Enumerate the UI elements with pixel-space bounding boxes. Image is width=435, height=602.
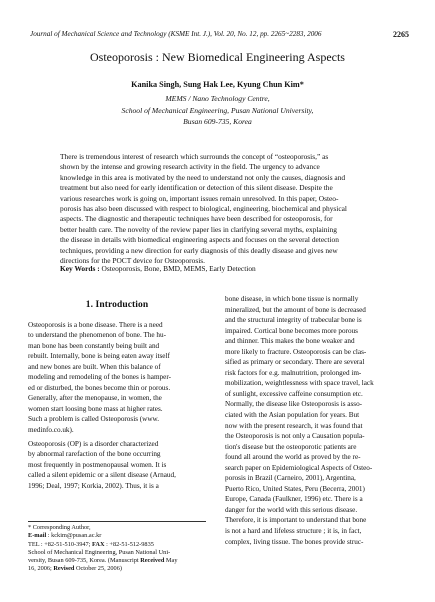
keywords-text: Osteoporosis, Bone, BMD, MEMS, Early Detection <box>99 264 256 273</box>
corresponding-author-footnote <box>28 524 208 574</box>
body-line: and the structural integrity of trabecular bone is <box>225 316 362 325</box>
body-line: Such a problem is called Osteoporosis (www. <box>28 415 160 424</box>
body-line: bone disease, in which bone tissue is normally <box>225 295 359 303</box>
abstract-line: There is tremendous interest of research which surrounds the concept of “osteoporosis,” as <box>60 152 329 161</box>
footnote-line: * Corresponding Author, <box>28 524 91 531</box>
abstract-line: directions for the POCT device for Osteoporosis. <box>60 256 205 266</box>
fax-text: : +82-51-512-9835 <box>104 540 154 548</box>
body-line: women start loosing bone mass at higher rates. <box>28 404 163 413</box>
revised-label: Revised <box>53 565 75 573</box>
received-date-cont: 16, 2006; <box>28 565 54 573</box>
affiliation-line: School of Mechanical Engineering, Pusan National University, <box>121 105 314 115</box>
received-date: May <box>164 557 178 565</box>
body-line: Puerto Rico, United States, Peru (Becerra, 2001) <box>225 484 365 493</box>
keywords-label: Key Words : <box>60 264 100 273</box>
abstract-line: better health care. The novelty of the review paper lies in clarifying several myths, explaining <box>60 224 337 234</box>
footnote-phone <box>28 541 208 549</box>
revised-date: October 25, 2006) <box>74 565 122 573</box>
body-line: mineralized, but the amount of bone is decreased <box>225 305 366 314</box>
abstract-line: techniques, providing a new direction for early diagnosis of this deadly disease and gives new <box>60 245 338 255</box>
body-line: medinfo.co.uk). <box>28 426 74 435</box>
body-line: now with the present research, it was found that <box>225 421 363 430</box>
body-line: porosis in Brazil (Carneiro, 2001), Argentina, <box>225 474 356 483</box>
footnote-divider <box>28 521 206 522</box>
tel-text: TEL : +82-51-510-3947; <box>28 540 93 548</box>
body-line: danger for the world with this serious disease. <box>225 505 358 514</box>
page-number: 2265 <box>393 30 409 39</box>
body-line: Therefore, it is important to understand that bone <box>225 516 367 525</box>
affiliation-line: MEMS / Nano Technology Centre, <box>165 94 270 103</box>
abstract-line: shown by the intense and growing research activity in the field. The urgency to advance <box>60 162 320 172</box>
received-label: Received <box>140 557 165 565</box>
abstract-line: treatment but also need for early identification or detection of this silent disease. Despite the <box>60 183 333 193</box>
running-head <box>30 30 409 38</box>
author-list: Kanika Singh, Sung Hak Lee, Kyung Chun Kim* <box>131 80 304 89</box>
body-line: is not a hard and lifeless structure ; it is, in fact, <box>225 527 362 536</box>
body-line: 1996; Deal, 1997; Korkia, 2002). Thus, it is a <box>28 481 159 490</box>
abstract-line: the disease in details with biomedical engineering aspects and focuses on the several detection <box>60 235 339 245</box>
body-line: Generally, after the menopause, in women, the <box>28 394 162 403</box>
body-line: the Osteoporosis is not only a Causation popula- <box>225 432 365 441</box>
footnote-email <box>28 532 208 540</box>
body-line: most frequently in postmenopausal women. It is <box>28 460 167 469</box>
right-column <box>225 294 403 547</box>
body-line: called a silent epidemic or a silent disease (Arnaud, <box>28 471 176 480</box>
footnote-line <box>28 565 208 573</box>
body-line: tion's disease but the osteoporotic patients are <box>225 442 357 451</box>
body-line: impaired. Cortical bone becomes more porous <box>225 326 358 335</box>
email-label: E-mail <box>28 532 47 540</box>
body-line: search paper on Epidemiological Aspects of Osteo- <box>225 463 373 472</box>
body-line: Europe, Canada (Faulkner, 1996) etc. There is a <box>225 495 363 504</box>
fax-label: FAX <box>92 540 105 548</box>
abstract-line: various researches work is going on, important issues remain unresolved. In this paper, Osteo- <box>60 193 339 203</box>
body-line: complex, living tissue. The bones provide struc- <box>225 537 364 546</box>
body-line: Normally, the disease like Osteoporosis is asso- <box>225 400 363 409</box>
body-line: Osteoporosis is a bone disease. There is a need <box>28 320 163 329</box>
section-heading: 1. Introduction <box>85 300 149 310</box>
body-line: and new bones are built. When this balance of <box>28 362 161 371</box>
body-line: Osteoporosis (OP) is a disorder characterized <box>28 439 159 448</box>
left-column <box>28 294 206 491</box>
address-text: versity, Busan 609-735, Korea. (Manuscript <box>28 557 141 565</box>
body-line: modeling and remodeling of the bones is hamper- <box>28 373 171 382</box>
abstract <box>60 152 376 266</box>
footnote-line <box>28 557 208 565</box>
body-line: found all around the world as proved by the re- <box>225 453 361 462</box>
affiliation <box>0 93 435 128</box>
abstract-line: aspects. The diagnostic and therapeutic techniques have been described for osteoporosis, for <box>60 214 333 224</box>
body-line: of sunlight, excessive caffeine consumption etc. <box>225 389 363 398</box>
body-line: man bone has been constantly being built and <box>28 341 160 350</box>
abstract-line: porosis has also been discussed with respect to biological, engineering, biochemical and physical <box>60 204 347 214</box>
body-line: to understand the phenomenon of bone. The hu- <box>28 331 166 340</box>
body-line: sified as primary or secondary. There are several <box>225 358 365 367</box>
paper-title: Osteoporosis : New Biomedical Engineering Aspects <box>90 50 345 64</box>
body-line: mobilization, weightlessness with space travel, lack <box>225 379 374 388</box>
footnote-line: School of Mechanical Engineering, Pusan National Uni- <box>28 548 171 556</box>
email-value: : kckim@pusan.ac.kr <box>46 532 102 540</box>
keywords <box>60 264 376 273</box>
body-line: by abnormal rarefaction of the bone occurring <box>28 450 161 459</box>
body-line: more likely to fracture. Osteoporosis can be clas- <box>225 347 367 356</box>
affiliation-line: Busan 609-735, Korea <box>183 117 252 126</box>
body-line: rebuilt. Internally, bone is being eaten away itself <box>28 352 170 361</box>
abstract-line: knowledge in this area is motivated by the need to understand not only the causes, diagnosis and <box>60 172 346 182</box>
body-line: risk factors for e.g. malnutrition, prolonged im- <box>225 368 362 377</box>
journal-citation: Journal of Mechanical Science and Technology (KSME Int. J.), Vol. 20, No. 12, pp. 2265~2283, 2006 <box>30 30 322 38</box>
body-line: ed or disturbed, the bones become thin or porous. <box>28 383 171 392</box>
body-line: and thinner. This makes the bone weaker and <box>225 337 355 346</box>
body-line: ciated with the Asian population for years. But <box>225 411 360 420</box>
